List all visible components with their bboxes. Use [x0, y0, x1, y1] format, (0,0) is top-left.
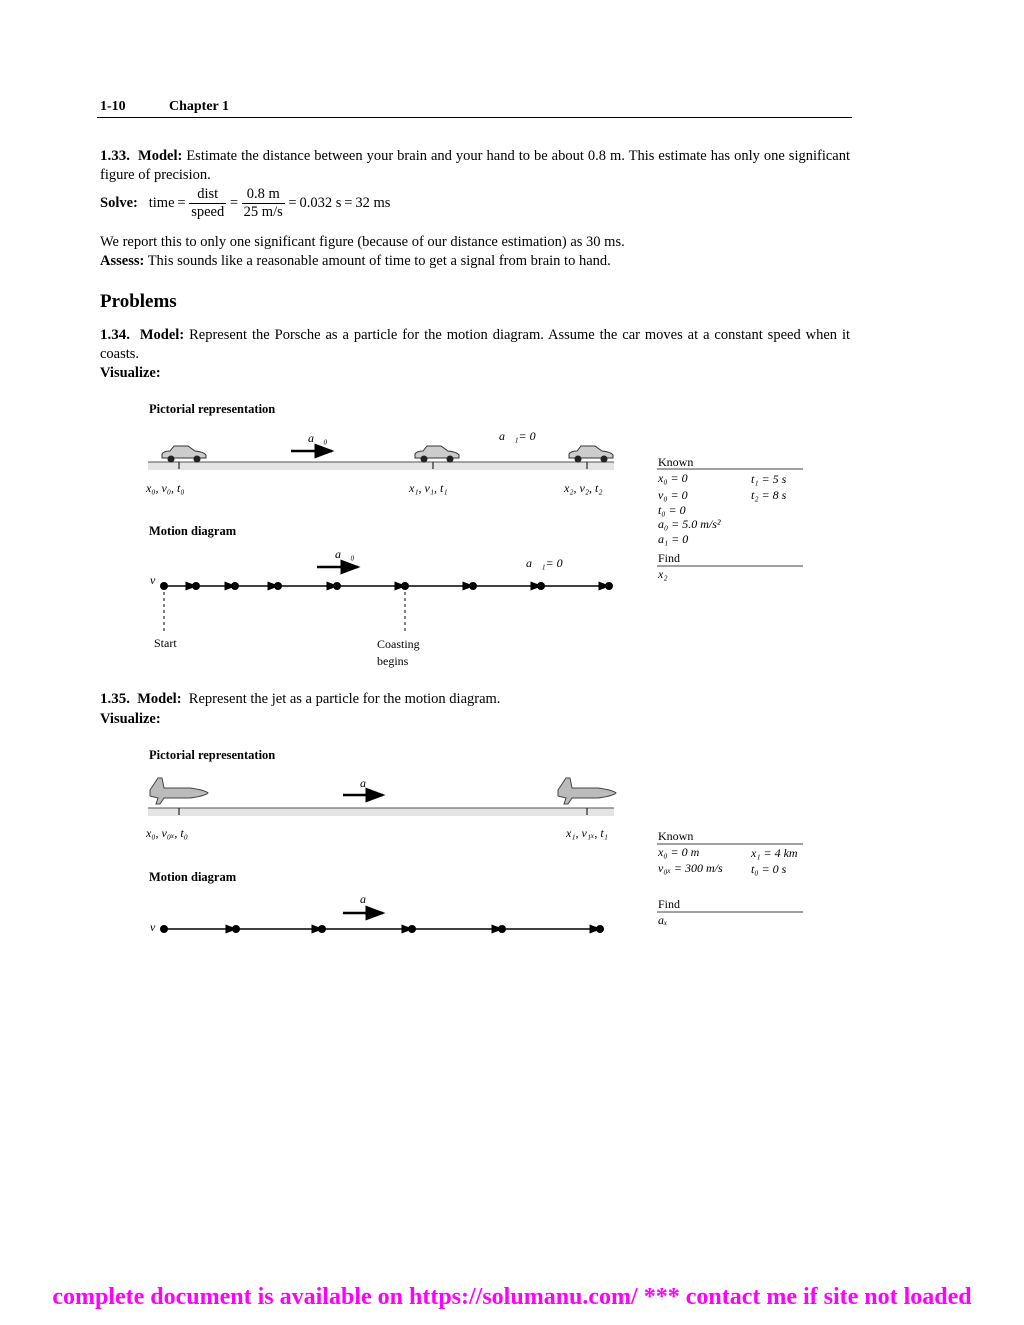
find-item: x₂: [658, 567, 668, 581]
pos0-label: x₀, v₀ₓ, t₀: [146, 826, 188, 840]
section-heading-problems: Problems: [100, 291, 177, 312]
velocity-label: v⃗: [150, 573, 165, 587]
model-text: Estimate the distance between your brain and your hand to be about 0.8 m. This estimate has only one significant figure of precision.: [100, 148, 851, 183]
pictorial-title: Pictorial representation: [149, 748, 276, 762]
begins-label: begins: [377, 654, 409, 668]
report-text: We report this to only one significant figure (because of our distance estimation) as 30 ms.: [100, 234, 625, 250]
page-number: 1-10: [100, 99, 126, 114]
eq-equals: =: [229, 195, 239, 211]
known-item-right: x₁ = 4 km: [751, 846, 798, 860]
known-item: a₀ = 5.0 m/s²: [658, 517, 721, 531]
model-text: Represent the Porsche as a particle for the motion diagram. Assume the car moves at a constant speed when it coasts.: [100, 327, 851, 362]
a0-label: a⃗₀: [308, 431, 328, 445]
eq-rhs: = 0.032 s = 32 ms: [288, 195, 391, 211]
md-a1-label: a⃗₁= 0⃗: [526, 556, 572, 570]
known-item: a₁ = 0: [658, 532, 689, 546]
find-heading: Find: [658, 551, 681, 565]
pos1-label: x₁, v₁ₓ, t₁: [566, 826, 608, 840]
runway-surface: [148, 808, 614, 816]
velocity-label: v⃗: [150, 920, 165, 934]
known-item: t₀ = 0: [658, 503, 686, 517]
start-label: Start: [154, 636, 177, 650]
find-item: aₓ: [658, 913, 668, 927]
known-item: x₀ = 0: [658, 471, 688, 485]
motion-title: Motion diagram: [149, 870, 237, 884]
known-item: x₀ = 0 m: [658, 845, 700, 859]
frac-denominator: 25 m/s: [243, 204, 283, 220]
known-item-right: t₁ = 5 s: [751, 472, 787, 486]
pos0-label: x₀, v₀, t₀: [146, 481, 185, 495]
model-label: Model:: [139, 327, 185, 343]
model-text: Represent the jet as a particle for the motion diagram.: [188, 691, 501, 707]
visualize-label: Visualize:: [100, 365, 161, 381]
chapter-title: Chapter 1: [169, 99, 230, 114]
known-item: v₀ = 0: [658, 488, 688, 502]
frac-numerator: 0.8 m: [242, 186, 285, 204]
jet-icon: [558, 778, 616, 804]
assess-label: Assess:: [100, 253, 145, 269]
solve-label: Solve:: [100, 194, 138, 211]
coasting-label: Coasting: [377, 637, 420, 651]
md-a-label: a⃗: [360, 892, 376, 906]
motion-title: Motion diagram: [149, 524, 237, 538]
known-heading: Known: [658, 829, 694, 843]
problem-number: 1.33.: [100, 148, 130, 164]
a-label: a⃗: [360, 776, 376, 790]
model-label: Model:: [138, 148, 183, 164]
frac-numerator: dist: [189, 186, 226, 204]
pictorial-title: Pictorial representation: [149, 402, 276, 416]
eq-lhs: time =: [148, 195, 186, 211]
known-item: v₀ₓ = 300 m/s: [658, 861, 723, 875]
footer-banner[interactable]: complete document is available on https://solumanu.com/ *** contact me if site not loaded: [52, 1284, 972, 1310]
visualize-label: Visualize:: [100, 711, 161, 727]
known-heading: Known: [658, 455, 694, 469]
problem-number: 1.34.: [100, 327, 130, 343]
frac-denominator: speed: [191, 204, 225, 220]
known-item-right: t₀ = 0 s: [751, 862, 787, 876]
a1-label: a⃗₁= 0⃗: [499, 429, 545, 443]
pos1-label: x₁, v₁, t₁: [409, 481, 448, 495]
known-item-right: t₂ = 8 s: [751, 488, 787, 502]
md-a0-label: a⃗₀: [335, 547, 355, 561]
model-label: Model:: [137, 691, 182, 707]
assess-text: This sounds like a reasonable amount of time to get a signal from brain to hand.: [147, 253, 611, 269]
pos2-label: x₂, v₂, t₂: [564, 481, 603, 495]
problem-number: 1.35.: [100, 691, 130, 707]
find-heading: Find: [658, 897, 681, 911]
jet-icon: [150, 778, 208, 804]
